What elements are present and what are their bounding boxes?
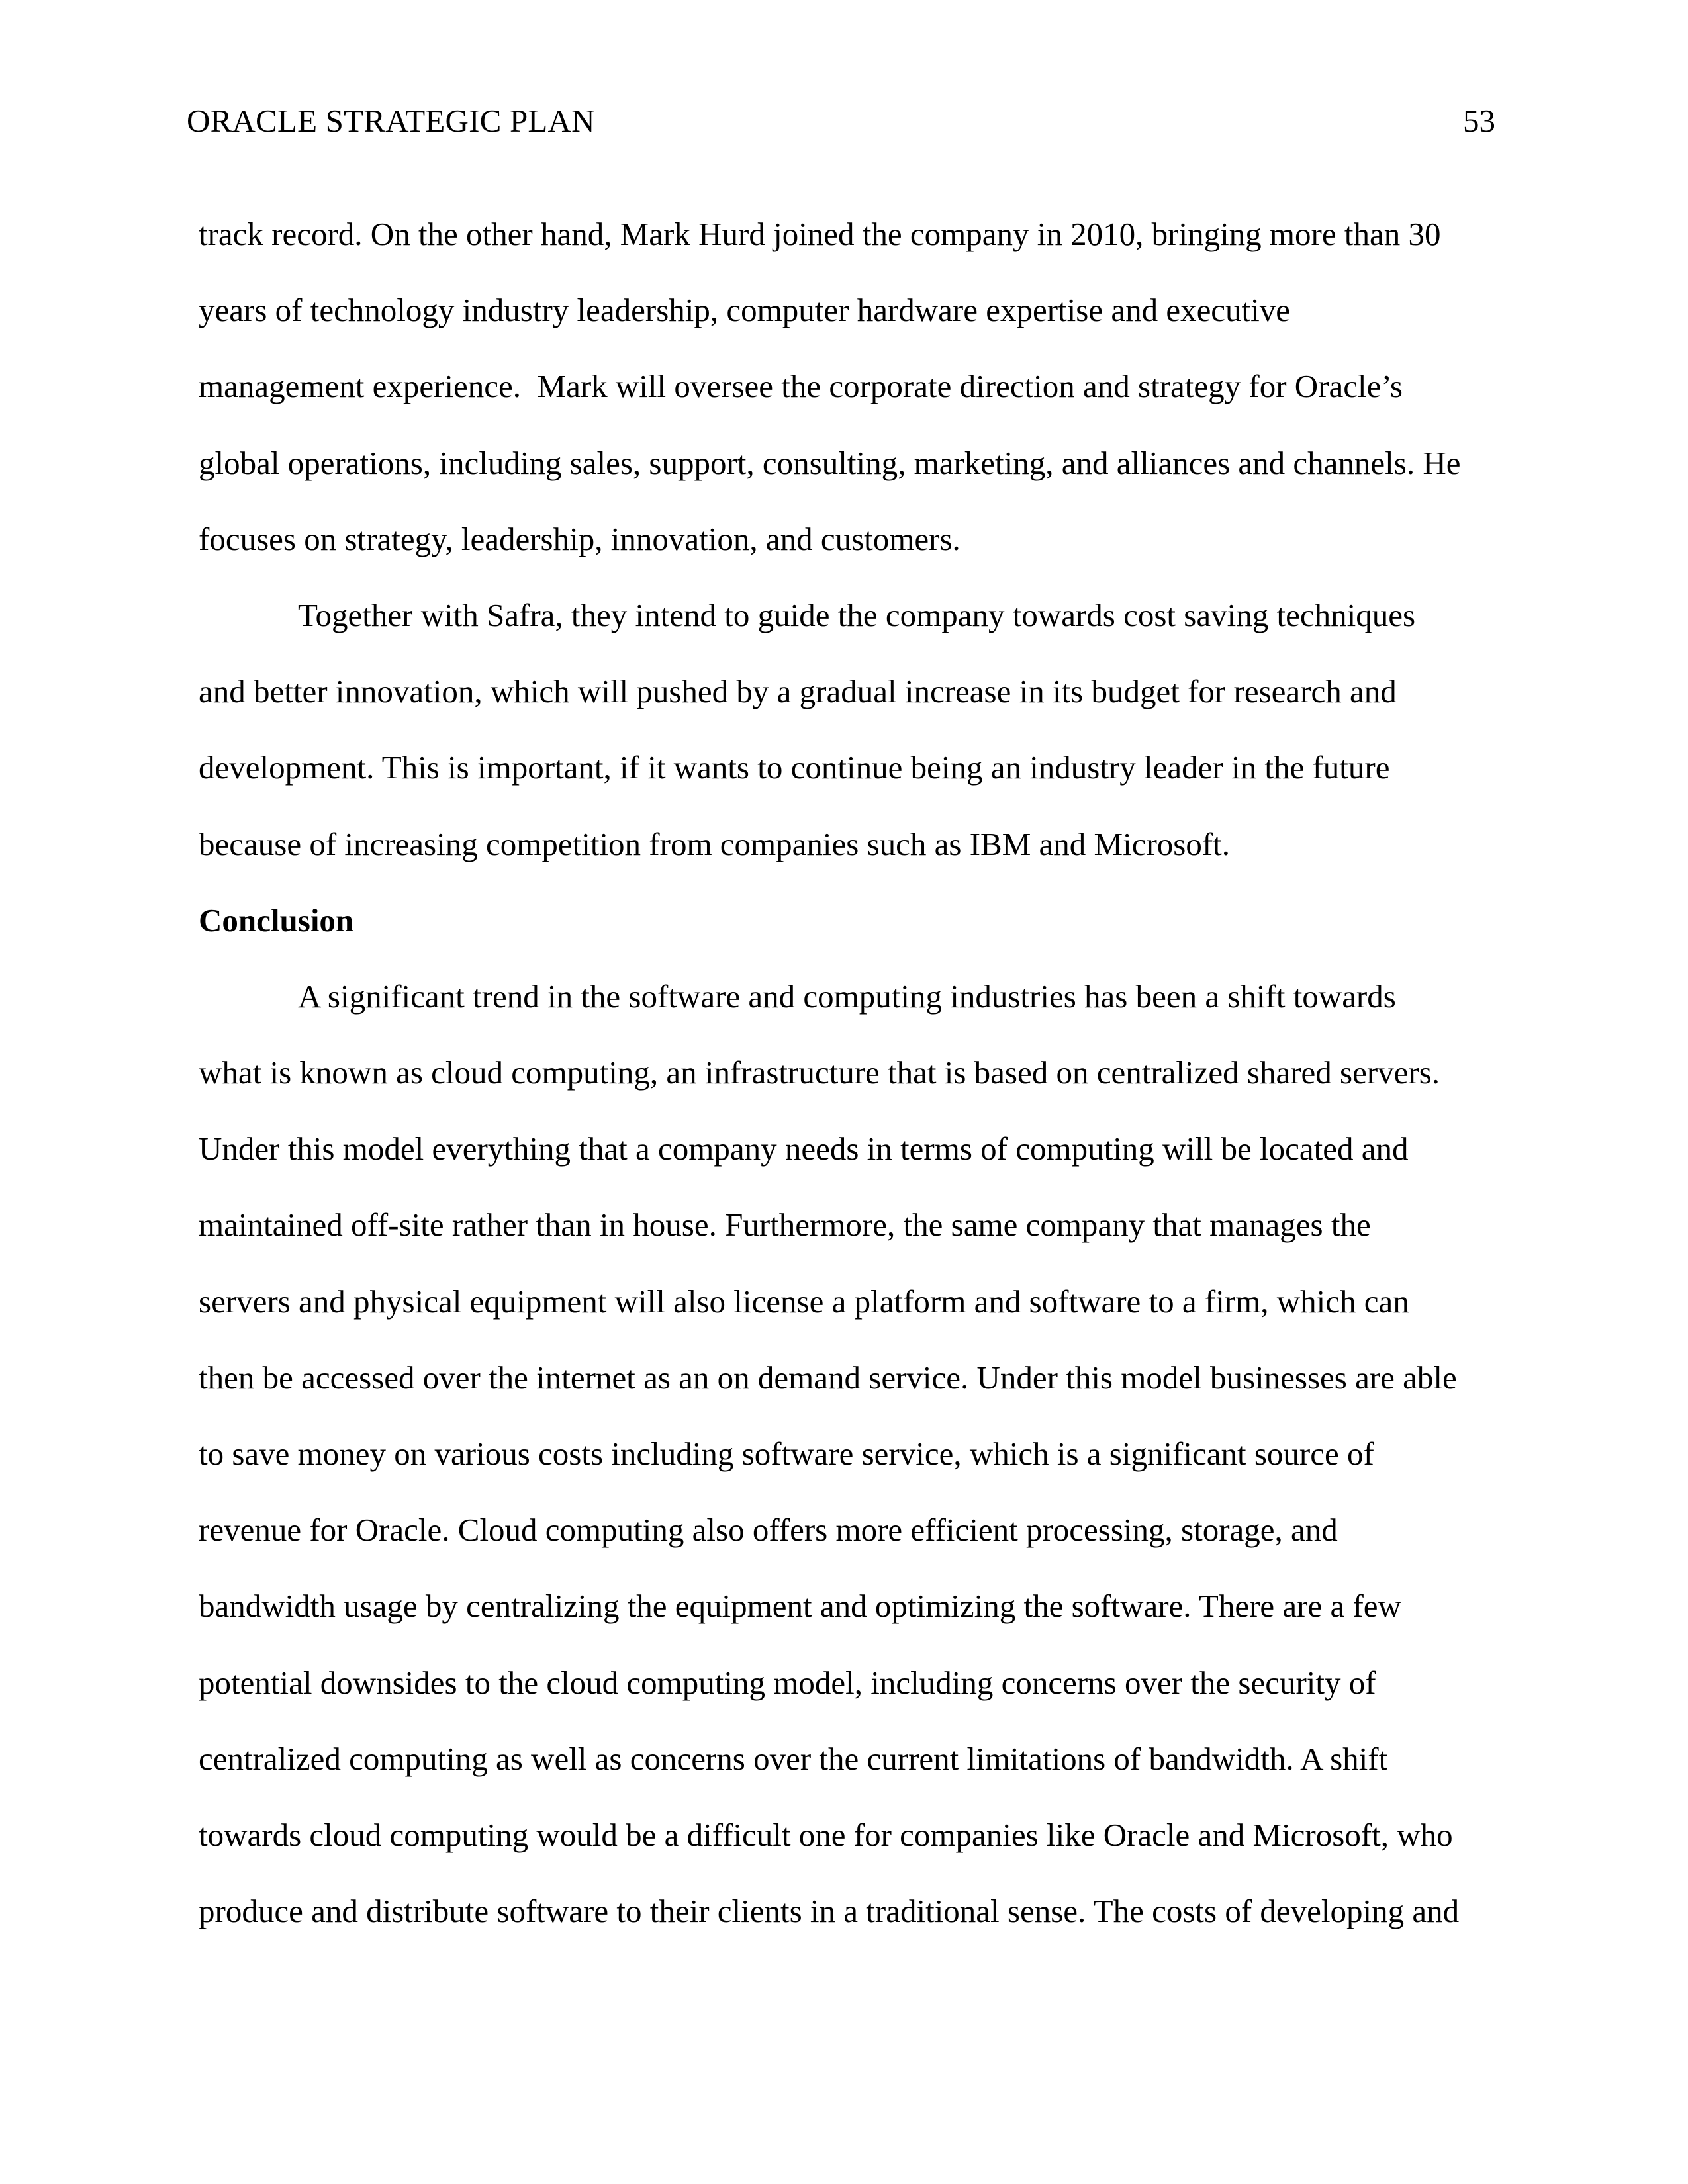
running-head: ORACLE STRATEGIC PLAN bbox=[187, 103, 595, 139]
body-line: years of technology industry leadership, computer hardware expertise and executive bbox=[199, 292, 1291, 329]
paragraph-first-line: Together with Safra, they intend to guide the company towards cost saving techniques bbox=[298, 596, 1416, 633]
body-line: development. This is important, if it wants to continue being an industry leader in the future bbox=[199, 749, 1390, 786]
body-line: track record. On the other hand, Mark Hurd joined the company in 2010, bringing more than 30 bbox=[199, 216, 1441, 252]
body-line: towards cloud computing would be a difficult one for companies like Oracle and Microsoft, who bbox=[199, 1816, 1453, 1853]
body-line: then be accessed over the internet as an on demand service. Under this model businesses are able bbox=[199, 1359, 1457, 1396]
body-line: and better innovation, which will pushed by a gradual increase in its budget for research and bbox=[199, 673, 1397, 710]
body-line: centralized computing as well as concerns over the current limitations of bandwidth. A shift bbox=[199, 1740, 1388, 1777]
body-line: what is known as cloud computing, an infrastructure that is based on centralized shared servers. bbox=[199, 1054, 1440, 1091]
body-line: to save money on various costs including software service, which is a significant source of bbox=[199, 1435, 1374, 1472]
body-line: produce and distribute software to their clients in a traditional sense. The costs of developing and bbox=[199, 1893, 1460, 1930]
paragraph-first-line: A significant trend in the software and computing industries has been a shift towards bbox=[298, 978, 1396, 1015]
body-line: servers and physical equipment will also license a platform and software to a firm, which can bbox=[199, 1283, 1409, 1320]
body-line: potential downsides to the cloud computing model, including concerns over the security of bbox=[199, 1664, 1376, 1701]
body-line: bandwidth usage by centralizing the equipment and optimizing the software. There are a few bbox=[199, 1588, 1401, 1625]
body-text bbox=[199, 196, 1496, 1949]
body-line: maintained off-site rather than in house. Furthermore, the same company that manages the bbox=[199, 1206, 1371, 1244]
body-line: revenue for Oracle. Cloud computing also offers more efficient processing, storage, and bbox=[199, 1512, 1338, 1549]
body-line: Under this model everything that a company needs in terms of computing will be located and bbox=[199, 1130, 1409, 1167]
page-number: 53 bbox=[1463, 103, 1495, 139]
section-heading-conclusion: Conclusion bbox=[199, 901, 354, 938]
body-line: management experience. Mark will oversee the corporate direction and strategy for Oracle’s bbox=[199, 368, 1403, 405]
body-line: global operations, including sales, support, consulting, marketing, and alliances and channels. He bbox=[199, 444, 1461, 481]
body-line: because of increasing competition from companies such as IBM and Microsoft. bbox=[199, 825, 1231, 862]
body-line: focuses on strategy, leadership, innovation, and customers. bbox=[199, 520, 961, 557]
